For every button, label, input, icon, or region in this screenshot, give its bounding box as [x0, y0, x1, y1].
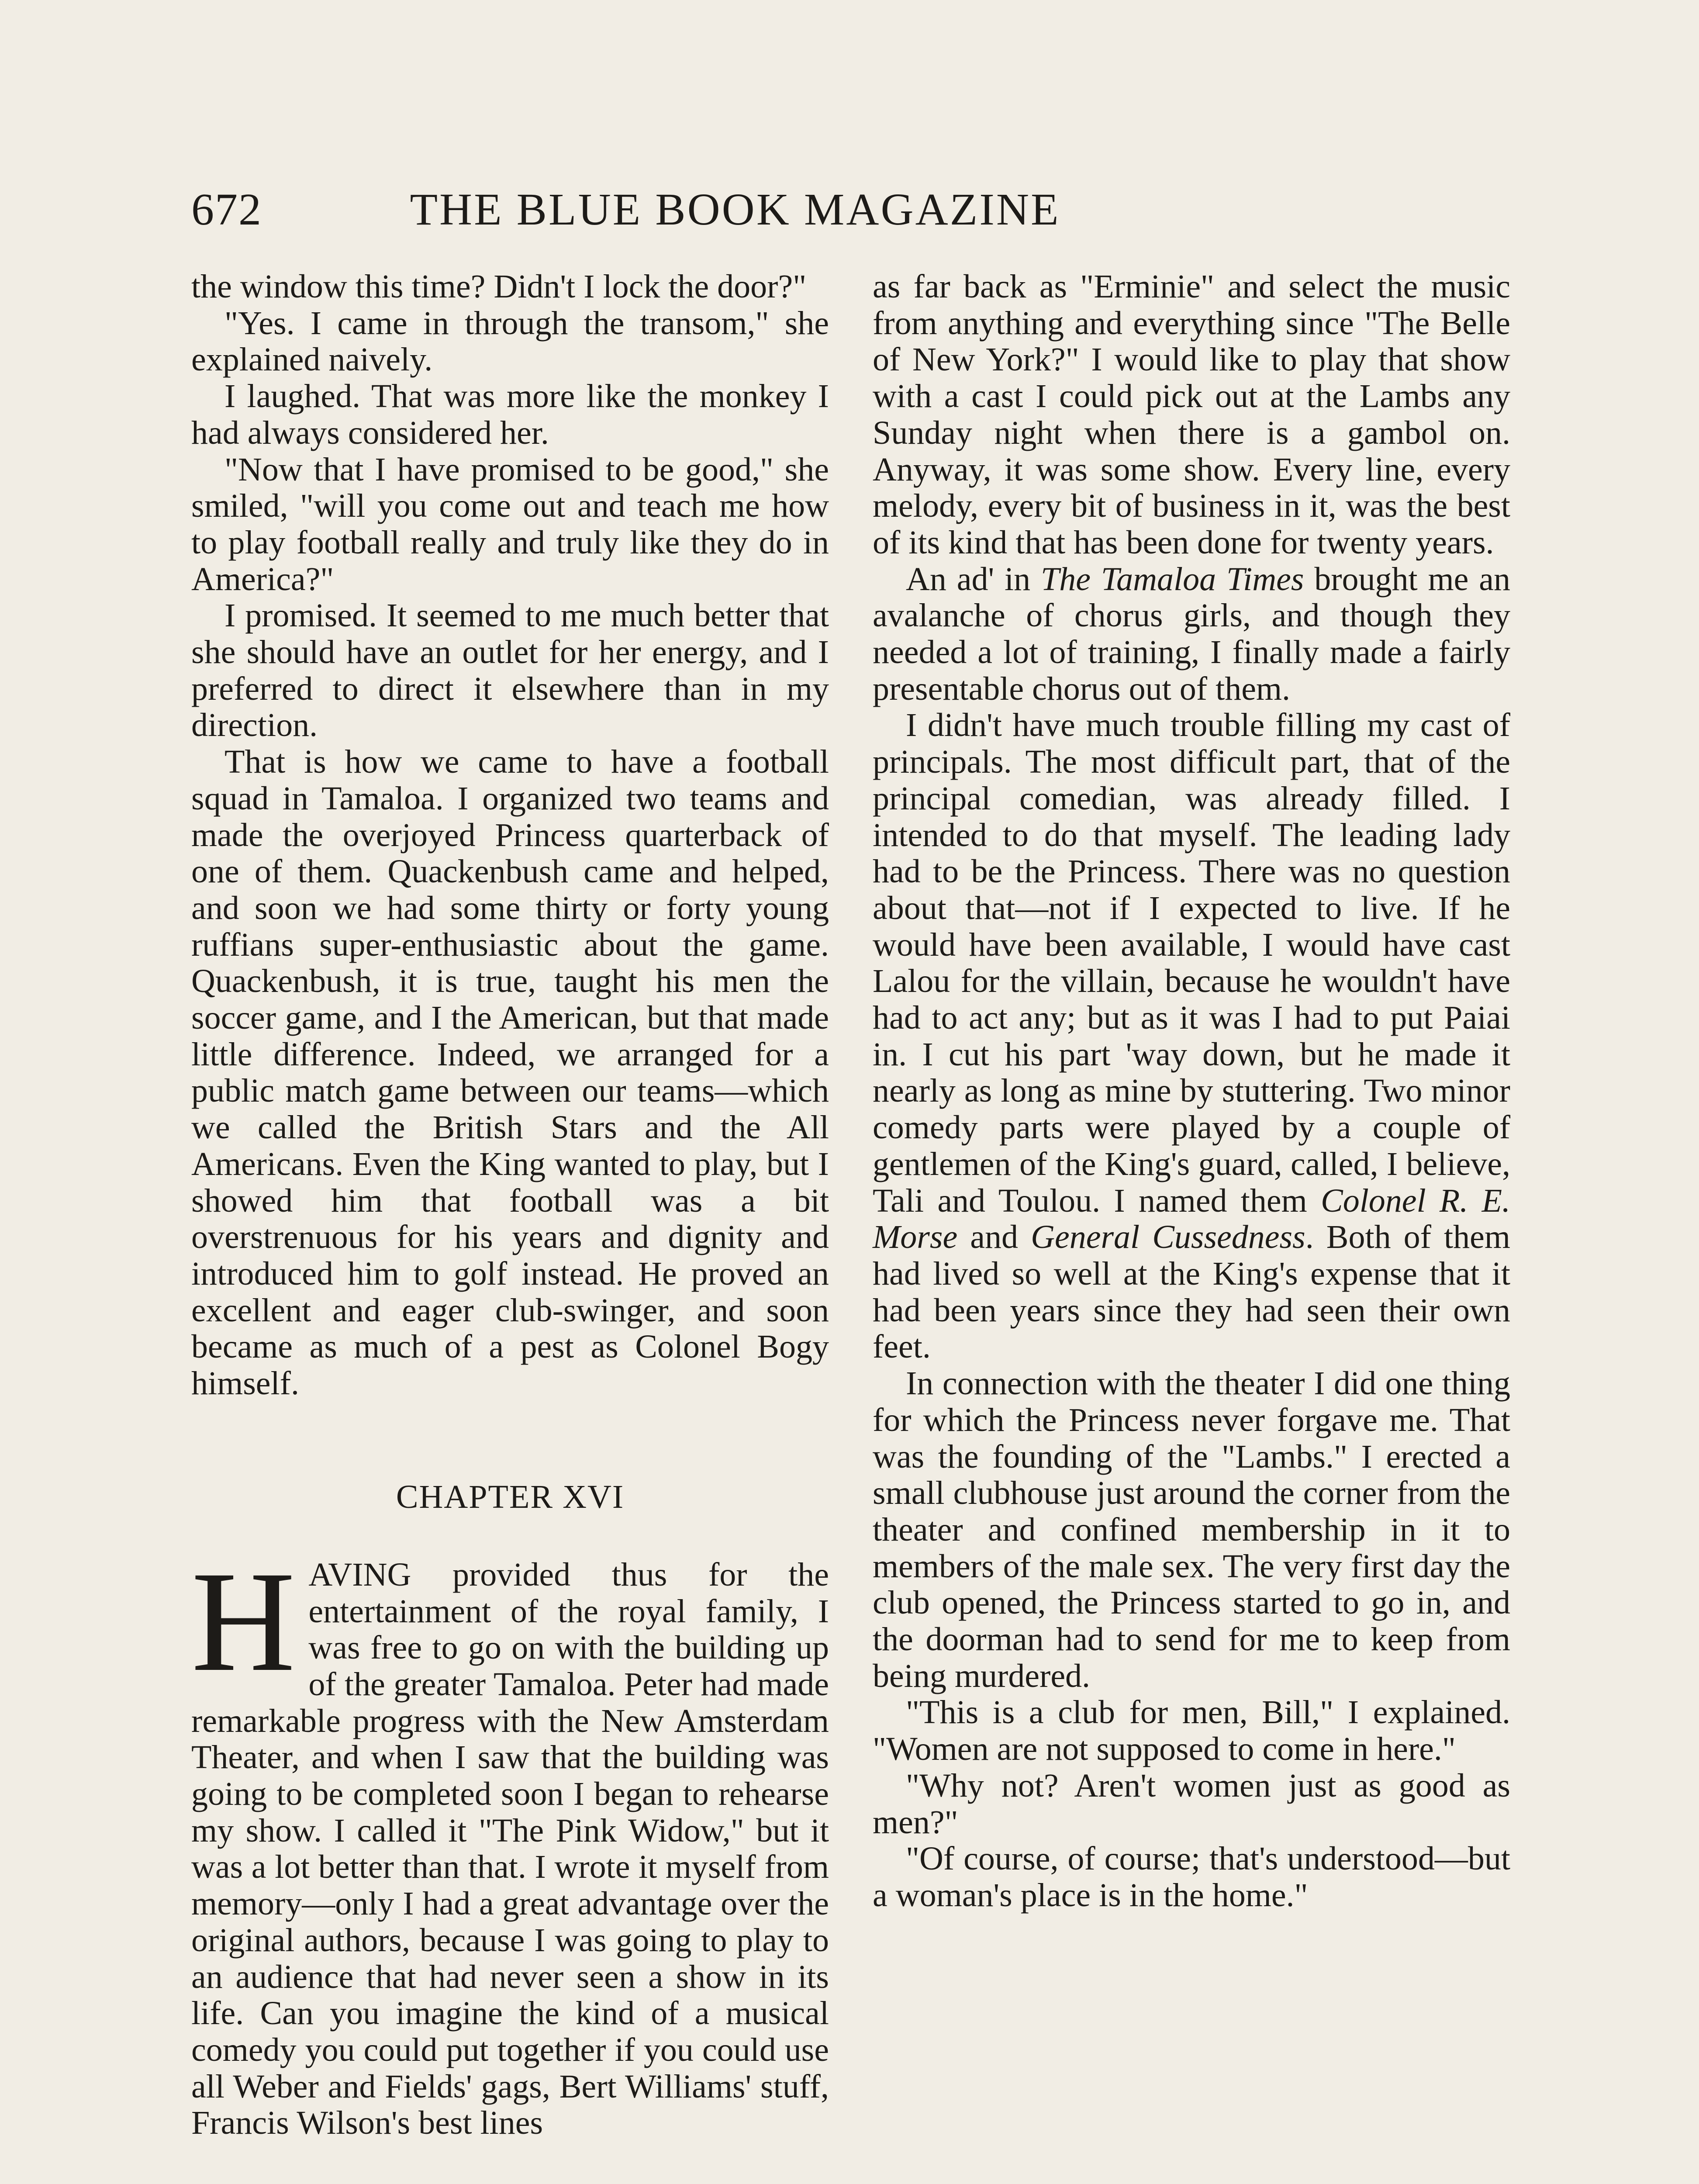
newspaper-title: The Tamaloa Times	[1041, 560, 1304, 598]
paragraph: the window this time? Didn't I lock the door?"	[191, 268, 807, 305]
paragraph: as far back as "Erminie" and select the music from anything and everything since "The Belle of New York?" I would like to play that show with a cast I could pick out at the Lambs any Sunday night when there is a gambol on. Anyway, it was some show. Every line, every melody, every bit of business in it, was the best of its kind that has been done for twenty years.	[873, 268, 1510, 561]
paragraph: That is how we came to have a football squad in Tamaloa. I organized two teams and made the overjoyed Princess quarterback of one of them. Quackenbush came and helped, and soon we had some thirty or forty young ruffians super-enthusiastic about the game. Quackenbush, it is true, taught his men the soccer game, and I the American, but that made little difference. Indeed, we arranged for a public match game between our teams—which we called the British Stars and the All Americans. Even the King wanted to play, but I showed him that football was a bit overstrenuous for his years and dignity and introduced him to golf instead. He proved an excellent and eager club-swinger, and soon became as much of a pest as Colonel Bogy himself.	[191, 743, 829, 1402]
paragraph	[873, 707, 1510, 1365]
paragraph: "Why not? Aren't women just as good as men?"	[873, 1767, 1510, 1841]
paragraph: "Of course, of course; that's understood—but a woman's place is in the home."	[873, 1840, 1510, 1914]
chapter-opening-paragraph	[191, 1541, 829, 2142]
character-name: General Cussedness	[1031, 1219, 1305, 1256]
text-run: An ad' in	[906, 560, 1041, 598]
running-title: THE BLUE BOOK MAGAZINE	[410, 184, 1060, 235]
character-name: Colonel R. E. Morse	[873, 1182, 1510, 1256]
page-header	[191, 181, 1213, 238]
page-number: 672	[191, 184, 262, 235]
drop-cap: H	[191, 1541, 296, 1701]
text-run: and	[957, 1219, 1031, 1256]
paragraph	[873, 561, 1510, 708]
text-run: . Both of them had lived so well at the King's expense that it had been years since they had seen their own feet.	[873, 1219, 1510, 1365]
paragraph: I laughed. That was more like the monkey I had always considered her.	[191, 378, 829, 451]
paragraph: In connection with the theater I did one thing for which the Princess never forgave me. That was the founding of the "Lambs." I erected a small clubhouse just around the corner from the theater and confined membership in it to members of the male sex. The very first day the club opened, the Princess started to go in, and the doorman had to send for me to keep from being murdered.	[873, 1365, 1510, 1694]
paragraph: "This is a club for men, Bill," I explained. "Women are not supposed to come in here."	[873, 1694, 1510, 1768]
text-run: brought me an avalanche of chorus girls, and though they needed a lot of training, I finally made a fairly presentable chorus out of them.	[873, 560, 1510, 707]
paragraph: "Now that I have promised to be good," she smiled, "will you come out and teach me how to play football really and truly like they do in America?"	[191, 451, 829, 598]
paragraph: "Yes. I came in through the transom," she explained naively.	[191, 304, 829, 378]
text-run: I didn't have much trouble filling my cast of principals. The most difficult part, that of the principal comedian, was already filled. I intended to do that myself. The leading lady had to be the Princess. There was no question about that—not if I expected to live. If he would have been available, I would have cast Lalou for the villain, because he wouldn't have had to act any; but as it was I had to put Paiai in. I cut his part 'way down, but he made it nearly as long as mine by stuttering. Two minor comedy parts were played by a couple of gentlemen of the King's guard, called, I believe, Tali and Toulou. I named them	[873, 707, 1510, 1219]
paragraph: I promised. It seemed to me much better that she should have an outlet for her energy, and I preferred to direct it elsewhere than in my direction.	[191, 597, 829, 744]
opening-text: AVING provided thus for the entertainment of the royal family, I was free to go on with the building up of the greater Tamaloa. Peter had made remarkable progress with the New Amsterdam Theater, and when I saw that the building was going to be completed soon I began to rehearse my show. I called it "The Pink Widow," but it was a lot better than that. I wrote it myself from memory—only I had a great advantage over the original authors, because I was going to play to an audience that had never seen a show in its life. Can you imagine the kind of a musical comedy you could put together if you could use all Weber and Fields' gags, Bert Williams' stuff, Francis Wilson's best lines	[191, 1556, 829, 2142]
right-column	[873, 269, 1510, 1914]
left-column	[191, 269, 829, 2142]
chapter-heading: CHAPTER XVI	[396, 1478, 625, 1515]
